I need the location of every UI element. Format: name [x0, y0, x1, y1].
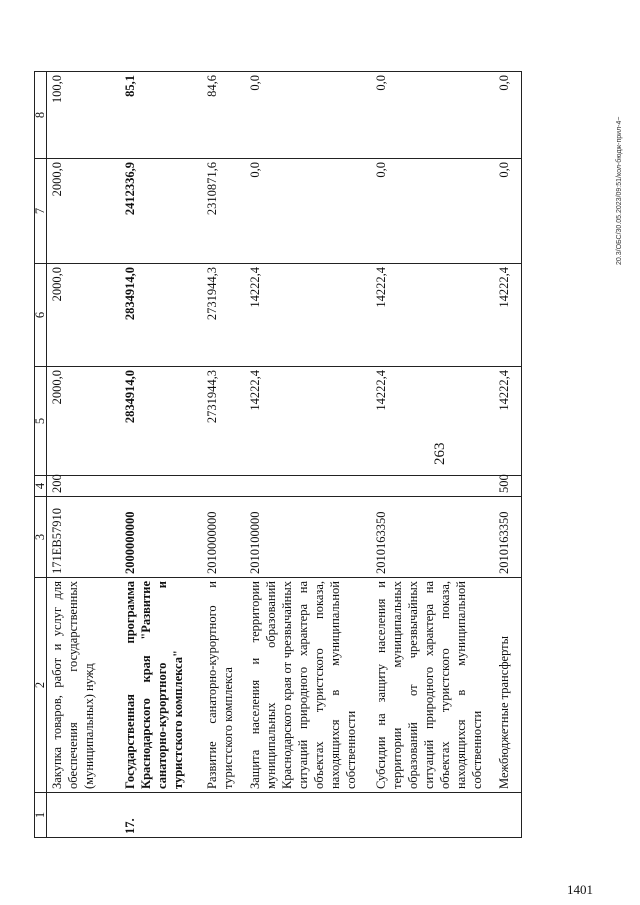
row-index: [202, 793, 245, 838]
row-index: [494, 793, 522, 838]
value-cell: 84,6: [202, 72, 245, 159]
value-cell: 2834914,0: [120, 367, 202, 476]
target-code: 2010163350: [494, 497, 522, 578]
row-description: Межбюджетные трансферты: [494, 578, 522, 793]
target-code: 2010000000: [202, 497, 245, 578]
value-cell: 2834914,0: [120, 264, 202, 367]
value-cell: 85,1: [120, 72, 202, 159]
table-row: [245, 72, 371, 838]
row-index: [371, 793, 494, 838]
value-cell: 14222,4: [494, 264, 522, 367]
target-code: 2010163350: [371, 497, 494, 578]
table-row: [202, 72, 245, 838]
column-number: 3: [35, 497, 47, 578]
value-cell: 14222,4: [371, 264, 494, 367]
table-row: [120, 72, 202, 838]
value-cell: 2731944,3: [202, 367, 245, 476]
row-description: Защита населения и территории муниципальных образований Краснодарского края от чрезвычайных ситуаций природного характера на объектах туристского показа, находящихся в муниципальной собственности: [245, 578, 371, 793]
expense-type: [371, 476, 494, 497]
value-cell: 14222,4: [371, 367, 494, 476]
value-cell: 14222,4: [245, 264, 371, 367]
row-description: Развитие санаторно-курортного и туристского комплекса: [202, 578, 245, 793]
value-cell: 100,0: [47, 72, 120, 159]
expense-type: [120, 476, 202, 497]
row-description: Субсидии на защиту населения и территории муниципальных образований от чрезвычайных ситуаций природного характера на объектах туристского показа, находящихся в муниципальной собственности: [371, 578, 494, 793]
file-reference-note: 20.3/ОБС/30.05.2023/09:51/кол-бюдж-прил-4~: [616, 116, 623, 265]
column-number: 8: [35, 72, 47, 159]
row-index: [245, 793, 371, 838]
value-cell: 2000,0: [47, 159, 120, 264]
table-row: [371, 72, 494, 838]
value-cell: 2000,0: [47, 264, 120, 367]
value-cell: 2310871,6: [202, 159, 245, 264]
target-code: 2010100000: [245, 497, 371, 578]
value-cell: 0,0: [245, 159, 371, 264]
expense-type: 200: [47, 476, 120, 497]
row-index: 17.: [120, 793, 202, 838]
column-number: 2: [35, 578, 47, 793]
value-cell: 0,0: [245, 72, 371, 159]
expense-type: [245, 476, 371, 497]
value-cell: 2731944,3: [202, 264, 245, 367]
column-number: 5: [35, 367, 47, 476]
target-code: 2000000000: [120, 497, 202, 578]
row-description: Закупка товаров, работ и услуг для обеспечения государственных (муниципальных) нужд: [47, 578, 120, 793]
value-cell: 0,0: [371, 159, 494, 264]
value-cell: 2412336,9: [120, 159, 202, 264]
column-number: 1: [35, 793, 47, 838]
row-index: [47, 793, 120, 838]
sheet-number: 1401: [567, 882, 593, 897]
row-description: Государственная программа Краснодарского края "Развитие санаторно-курортного и туристского комплекса": [120, 578, 202, 793]
value-cell: 0,0: [371, 72, 494, 159]
table-row: [47, 72, 120, 838]
table-row: [494, 72, 522, 838]
value-cell: 2000,0: [47, 367, 120, 476]
value-cell: 0,0: [494, 159, 522, 264]
column-number: 4: [35, 476, 47, 497]
expense-type: 500: [494, 476, 522, 497]
column-number: 6: [35, 264, 47, 367]
column-number: 7: [35, 159, 47, 264]
value-cell: 14222,4: [245, 367, 371, 476]
target-code: 171ЕВ57910: [47, 497, 120, 578]
page-number: 263: [432, 442, 448, 465]
value-cell: 14222,4: [494, 367, 522, 476]
expense-type: [202, 476, 245, 497]
value-cell: 0,0: [494, 72, 522, 159]
column-number-row: [35, 72, 47, 838]
